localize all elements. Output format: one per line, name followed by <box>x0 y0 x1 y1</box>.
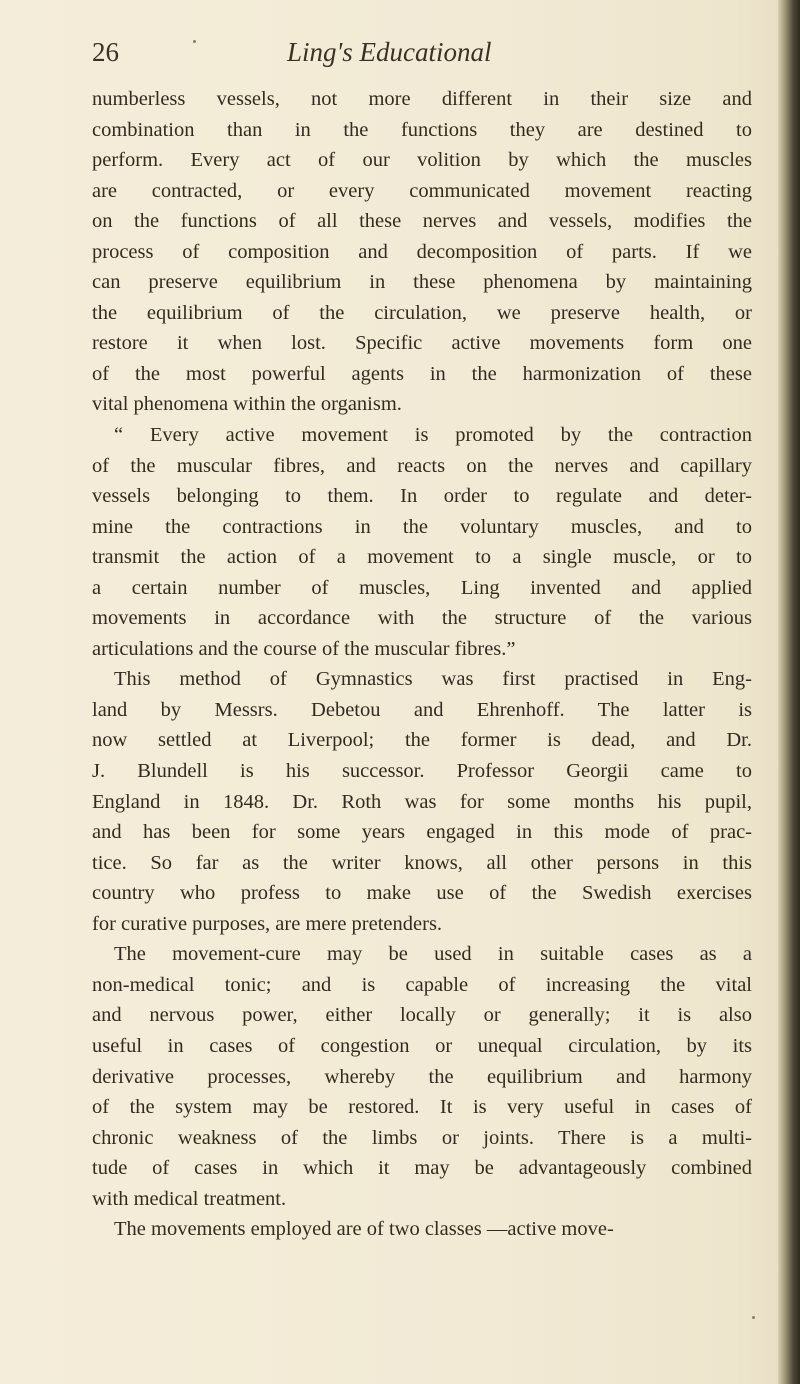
text-line: derivative processes, whereby the equilibrium and harmony <box>92 1065 752 1088</box>
text-line: are contracted, or every communicated movement reacting <box>92 179 752 202</box>
text-line: of the system may be restored. It is very useful in cases of <box>92 1096 752 1119</box>
text-line: The movements employed are of two classes —active move- <box>114 1218 614 1241</box>
text-line: the equilibrium of the circulation, we preserve health, or <box>92 301 752 324</box>
text-line: non-medical tonic; and is capable of increasing the vital <box>92 973 752 996</box>
text-line: This method of Gymnastics was first practised in Eng- <box>114 668 752 691</box>
ink-speck <box>193 40 196 43</box>
text-line: now settled at Liverpool; the former is dead, and Dr. <box>92 729 752 752</box>
text-line: transmit the action of a movement to a single muscle, or to <box>92 546 752 569</box>
page-edge-shadow <box>778 0 800 1384</box>
text-line: chronic weakness of the limbs or joints. There is a multi- <box>92 1126 752 1149</box>
text-line: and nervous power, either locally or generally; it is also <box>92 1004 752 1027</box>
text-line: vessels belonging to them. In order to regulate and deter- <box>92 485 752 508</box>
text-line: tude of cases in which it may be advantageously combined <box>92 1157 752 1180</box>
text-line: mine the contractions in the voluntary muscles, and to <box>92 515 752 538</box>
text-line: England in 1848. Dr. Roth was for some months his pupil, <box>92 790 752 813</box>
text-line: can preserve equilibrium in these phenomena by maintaining <box>92 271 752 294</box>
text-line: of the muscular fibres, and reacts on the nerves and capillary <box>92 454 752 477</box>
text-line: perform. Every act of our volition by which the muscles <box>92 149 752 172</box>
text-line: J. Blundell is his successor. Professor Georgii came to <box>92 760 752 783</box>
text-line: articulations and the course of the muscular fibres.” <box>92 637 516 660</box>
text-line: land by Messrs. Debetou and Ehrenhoff. The latter is <box>92 698 752 721</box>
text-line: with medical treatment. <box>92 1187 287 1210</box>
text-line: country who profess to make use of the Swedish exercises <box>92 882 752 905</box>
text-line: a certain number of muscles, Ling invented and applied <box>92 576 752 599</box>
text-line: on the functions of all these nerves and vessels, modifies the <box>92 210 752 233</box>
text-line: of the most powerful agents in the harmonization of these <box>92 362 752 385</box>
text-line: movements in accordance with the structure of the various <box>92 607 752 630</box>
text-line: process of composition and decomposition of parts. If we <box>92 240 752 263</box>
text-line: for curative purposes, are mere pretenders. <box>92 912 443 935</box>
text-line: vital phenomena within the organism. <box>92 393 402 416</box>
page-header <box>92 32 752 72</box>
ink-speck <box>752 1316 755 1319</box>
text-line: restore it when lost. Specific active movements form one <box>92 332 752 355</box>
text-line: combination than in the functions they are destined to <box>92 118 752 141</box>
text-line: useful in cases of congestion or unequal circulation, by its <box>92 1034 752 1057</box>
text-line: tice. So far as the writer knows, all other persons in this <box>92 851 752 874</box>
text-line: The movement-cure may be used in suitable cases as a <box>114 943 752 966</box>
text-line: “ Every active movement is promoted by the contraction <box>114 424 752 447</box>
page-number: 26 <box>92 37 119 67</box>
running-title: Ling's Educational <box>287 37 492 67</box>
body-text <box>92 84 752 1245</box>
text-line: and has been for some years engaged in this mode of prac- <box>92 821 752 844</box>
text-line: numberless vessels, not more different in their size and <box>92 88 752 110</box>
